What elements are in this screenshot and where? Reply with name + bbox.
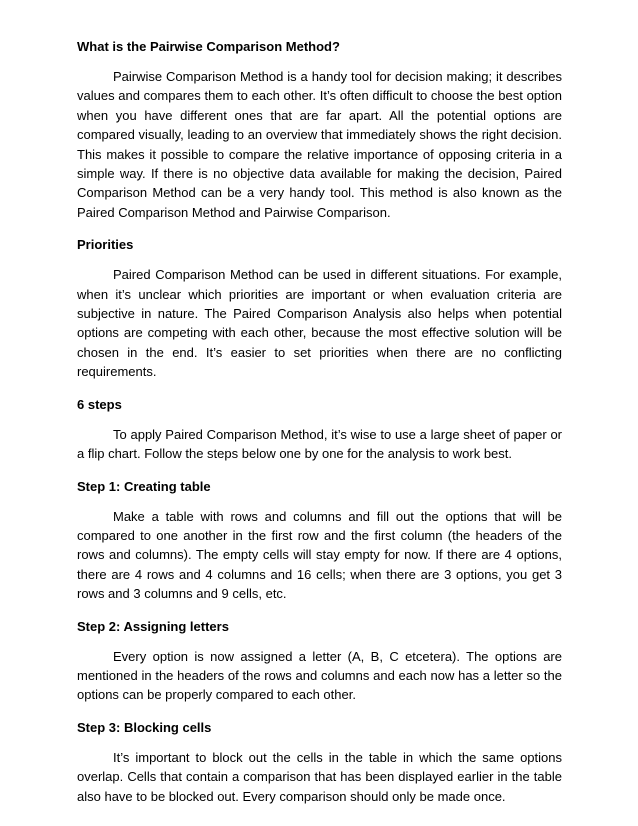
- document-page: [77, 37, 562, 819]
- section-heading: What is the Pairwise Comparison Method?: [77, 39, 340, 54]
- section-heading: Step 3: Blocking cells: [77, 719, 212, 735]
- section-heading: Priorities: [77, 237, 134, 253]
- section-heading: Step 2: Assigning letters: [77, 618, 229, 634]
- section-paragraph: To apply Paired Comparison Method, it’s wise to use a large sheet of paper or a flip chart. Follow the steps below one by one for the analysis to work best.: [77, 426, 562, 462]
- section-6-steps: [77, 395, 562, 464]
- section-step-1: [77, 477, 562, 604]
- section-paragraph: Every option is now assigned a letter (A, B, C etcetera). The options are mentioned in the headers of the rows and columns and each now has a letter so the options can be properly compared to each other.: [77, 648, 562, 703]
- section-step-2: [77, 617, 562, 705]
- section-pairwise-comparison: [77, 37, 562, 222]
- section-paragraph: It’s important to block out the cells in the table in which the same options overlap. Cells that contain a comparison that has been displayed earlier in the table also have to be blocked out. Every comparison should only be made once.: [77, 749, 562, 804]
- section-paragraph: Pairwise Comparison Method is a handy tool for decision making; it describes values and compares them to each other. It’s often difficult to choose the best option when you have different ones that are far apart. All the potential options are compared visually, leading to an overview that immediately shows the right decision. This makes it possible to compare the relative importance of opposing criteria in a simple way. If there is no objective data available for making the decision, Paired Comparison Method can be a very handy tool. This method is also known as the Paired Comparison Method and Pairwise Comparison.: [77, 69, 562, 220]
- section-heading: Step 1: Creating table: [77, 478, 211, 494]
- section-paragraph: Make a table with rows and columns and fill out the options that will be compared to one another in the first row and the first column (the headers of the rows and columns). The empty cells will stay empty for now. If there are 4 options, there are 4 rows and 4 columns and 16 cells; when there are 3 options, you get 3 rows and 3 columns and 9 cells, etc.: [77, 508, 562, 602]
- section-step-3: [77, 718, 562, 806]
- section-priorities: [77, 235, 562, 381]
- section-heading: 6 steps: [77, 396, 122, 412]
- section-paragraph: Paired Comparison Method can be used in different situations. For example, when it’s unclear which priorities are important or when evaluation criteria are subjective in nature. The Paired Comparison Analysis also helps when potential options are competing with each other, because the most effective solution will be chosen in the end. It’s easier to set priorities when there are no conflicting requirements.: [77, 267, 562, 380]
